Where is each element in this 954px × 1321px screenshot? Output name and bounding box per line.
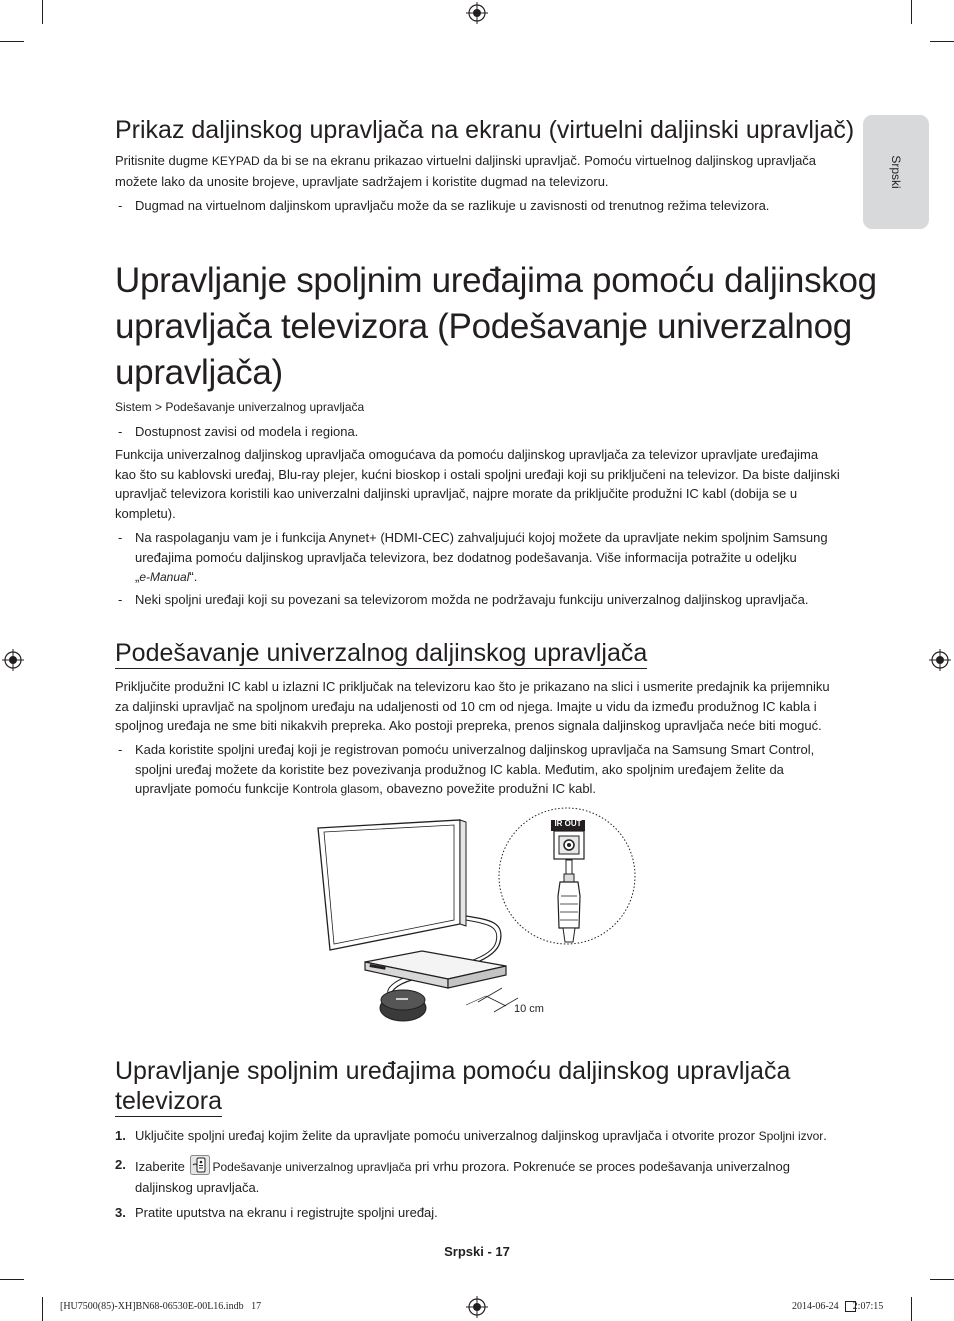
language-tab (863, 115, 929, 229)
step-number: 1. (115, 1128, 126, 1143)
step-1 (135, 1126, 827, 1147)
paragraph-line: kompletu). (115, 505, 176, 521)
registration-mark-icon (466, 2, 488, 24)
crop-mark (42, 0, 43, 24)
paragraph-line: Funkcija univerzalnog daljinskog upravljača omogućava da pomoću daljinskog upravljača za televizor upravljate uređajima (115, 447, 819, 462)
section-heading-setup-text: Podešavanje univerzalnog daljinskog upravljača (115, 639, 648, 667)
step-2 (135, 1155, 790, 1197)
note-dash: - (118, 198, 123, 213)
paragraph-line: spoljnog uređaja ne sme biti nikakvih prepreka. Ako postoji prepreka, prenos signala daljinskog upravljača neće biti moguć. (115, 718, 822, 733)
paragraph-line: Priključite produžni IC kabl u izlazni IC priključak na televizoru kao što je prikazano na slici i usmerite predajnik ka prijemniku (115, 679, 830, 694)
step-text: Izaberite (135, 1159, 189, 1174)
page-title-line: upravljača) (115, 353, 283, 392)
paragraph-text: da bi se na ekranu prikazao virtuelni daljinski upravljač. Pomoću virtuelnog daljinskog upravljača (259, 153, 817, 168)
note-line: Kada koristite spoljni uređaj koji je registrovan pomoću univerzalnog daljinskog upravljača na Samsung Smart Control, (135, 742, 815, 757)
distance-label: 10 cm (514, 1003, 544, 1015)
virtual-remote-note: Dugmad na virtuelnom daljinskom upravljaču može da se razlikuje u zavisnosti od trenutnog režima televizora. (135, 198, 770, 213)
note-dash: - (118, 530, 123, 545)
step-text: pri vrhu prozora. Pokrenuće se proces podešavanja univerzalnog (411, 1159, 790, 1174)
note-line: uređajima pomoću daljinskog upravljača televizora, bez dodatnog podešavanja. Više informacija potražite u odeljku (135, 549, 797, 565)
universal-remote-setup-label: Podešavanje univerzalnog upravljača (212, 1160, 412, 1174)
page-title-line: Upravljanje spoljnim uređajima pomoću daljinskog (115, 261, 877, 300)
quote-open: „ (135, 569, 140, 584)
section-heading-setup (115, 638, 647, 668)
registration-mark-icon (2, 649, 24, 671)
external-device-illustration (365, 951, 506, 988)
crop-mark (0, 41, 24, 42)
smart-control-note (135, 740, 814, 800)
menu-path-universal-remote: Podešavanje univerzalnog upravljača (165, 400, 365, 414)
note-line: Na raspolaganju vam je i funkcija Anynet+ (HDMI-CEC) zahvaljujući kojoj možete da upravljate nekim spoljnim Samsung (135, 530, 828, 545)
compatibility-note: Neki spoljni uređaji koji su povezani sa televizorom možda ne podržavaju funkciju univerzalnog daljinskog upravljača. (135, 592, 809, 607)
voice-control-label: Kontrola glasom (292, 782, 380, 796)
virtual-remote-paragraph (115, 151, 845, 191)
crop-mark (930, 1279, 954, 1280)
menu-path (115, 398, 364, 418)
tv-illustration (318, 820, 466, 950)
ir-emitter-illustration (380, 990, 426, 1021)
crop-mark (930, 41, 954, 42)
page-title (115, 258, 877, 396)
ir-out-label: IR OUT (554, 819, 582, 828)
step-text: Uključite spoljni uređaj kojim želite da upravljate pomoću univerzalnog daljinskog upravljača i otvorite prozor (135, 1128, 759, 1143)
note-dash: - (118, 742, 123, 757)
note-text: upravljate pomoću funkcije (135, 781, 293, 796)
crop-mark (0, 1279, 24, 1280)
crop-mark (911, 0, 912, 24)
universal-remote-paragraph (115, 445, 840, 523)
step-text: daljinskog upravljača. (135, 1179, 260, 1195)
registration-mark-icon (929, 649, 951, 671)
section-heading-control (115, 1056, 790, 1116)
availability-note: Dostupnost zavisi od modela i regiona. (135, 424, 359, 439)
anynet-note (135, 528, 828, 588)
e-manual-link[interactable]: e-Manual (139, 570, 190, 584)
print-footer-right: 2014-06-24 2:07:15 (792, 1301, 884, 1312)
step-number: 3. (115, 1205, 126, 1220)
ir-out-detail (499, 808, 635, 944)
external-source-label: Spoljni izvor (758, 1129, 824, 1143)
quote-close: “. (189, 569, 198, 584)
paragraph-line: za daljinski upravljač na spoljnom uređaju na udaljenosti od 10 cm od njega. Imajte u vidu da između produžnog IC kabla i (115, 698, 817, 714)
note-dash: - (118, 592, 123, 607)
step-text: . (823, 1128, 827, 1143)
setup-paragraph (115, 677, 830, 736)
ir-cable-diagram (300, 800, 650, 1030)
universal-remote-icon (190, 1155, 210, 1175)
note-text: , obavezno povežite produžni IC kabl. (379, 781, 597, 796)
language-tab-label: Srpski (889, 155, 903, 189)
paragraph-text: Pritisnite dugme (115, 153, 212, 168)
step-3: Pratite uputstva na ekranu i registrujte spoljni uređaj. (135, 1205, 438, 1220)
menu-path-system: Sistem (115, 400, 152, 414)
heading-line: Upravljanje spoljnim uređajima pomoću daljinskog upravljača (115, 1057, 791, 1085)
crop-mark (42, 1297, 43, 1321)
paragraph-line: kao što su kablovski uređaj, Blu-ray plejer, kućni bioskop i ostali spoljni uređaji koji su priključeni na televizor. Da biste daljinski (115, 466, 840, 482)
crop-mark (911, 1297, 912, 1321)
footer-glyph-icon (845, 1301, 856, 1312)
page-title-line: upravljača televizora (Podešavanje univerzalnog (115, 307, 852, 346)
page-number: Srpski - 17 (444, 1244, 510, 1259)
keypad-label: KEYPAD (211, 154, 260, 168)
paragraph-text: možete lako da unosite brojeve, upravljate sadržajem i koristite dugmad na televizoru. (115, 173, 609, 189)
note-dash: - (118, 424, 123, 439)
step-number: 2. (115, 1157, 126, 1172)
note-line: spoljni uređaj možete da koristite bez povezivanja produžnog IC kabla. Međutim, ako spoljnim uređajem želite da (135, 761, 784, 777)
registration-mark-icon (466, 1296, 488, 1318)
menu-path-separator: > (151, 400, 166, 414)
print-footer-left: [HU7500(85)-XH]BN68-06530E-00L16.indb 17 (60, 1301, 262, 1312)
heading-line: televizora (115, 1087, 222, 1115)
paragraph-line: upravljač televizora koristili kao univerzalni daljinski upravljač, najpre morate da priključite produžni IC kabl (dobija se u (115, 486, 798, 501)
section-heading-virtual-remote: Prikaz daljinskog upravljača na ekranu (virtuelni daljinski upravljač) (115, 116, 855, 144)
